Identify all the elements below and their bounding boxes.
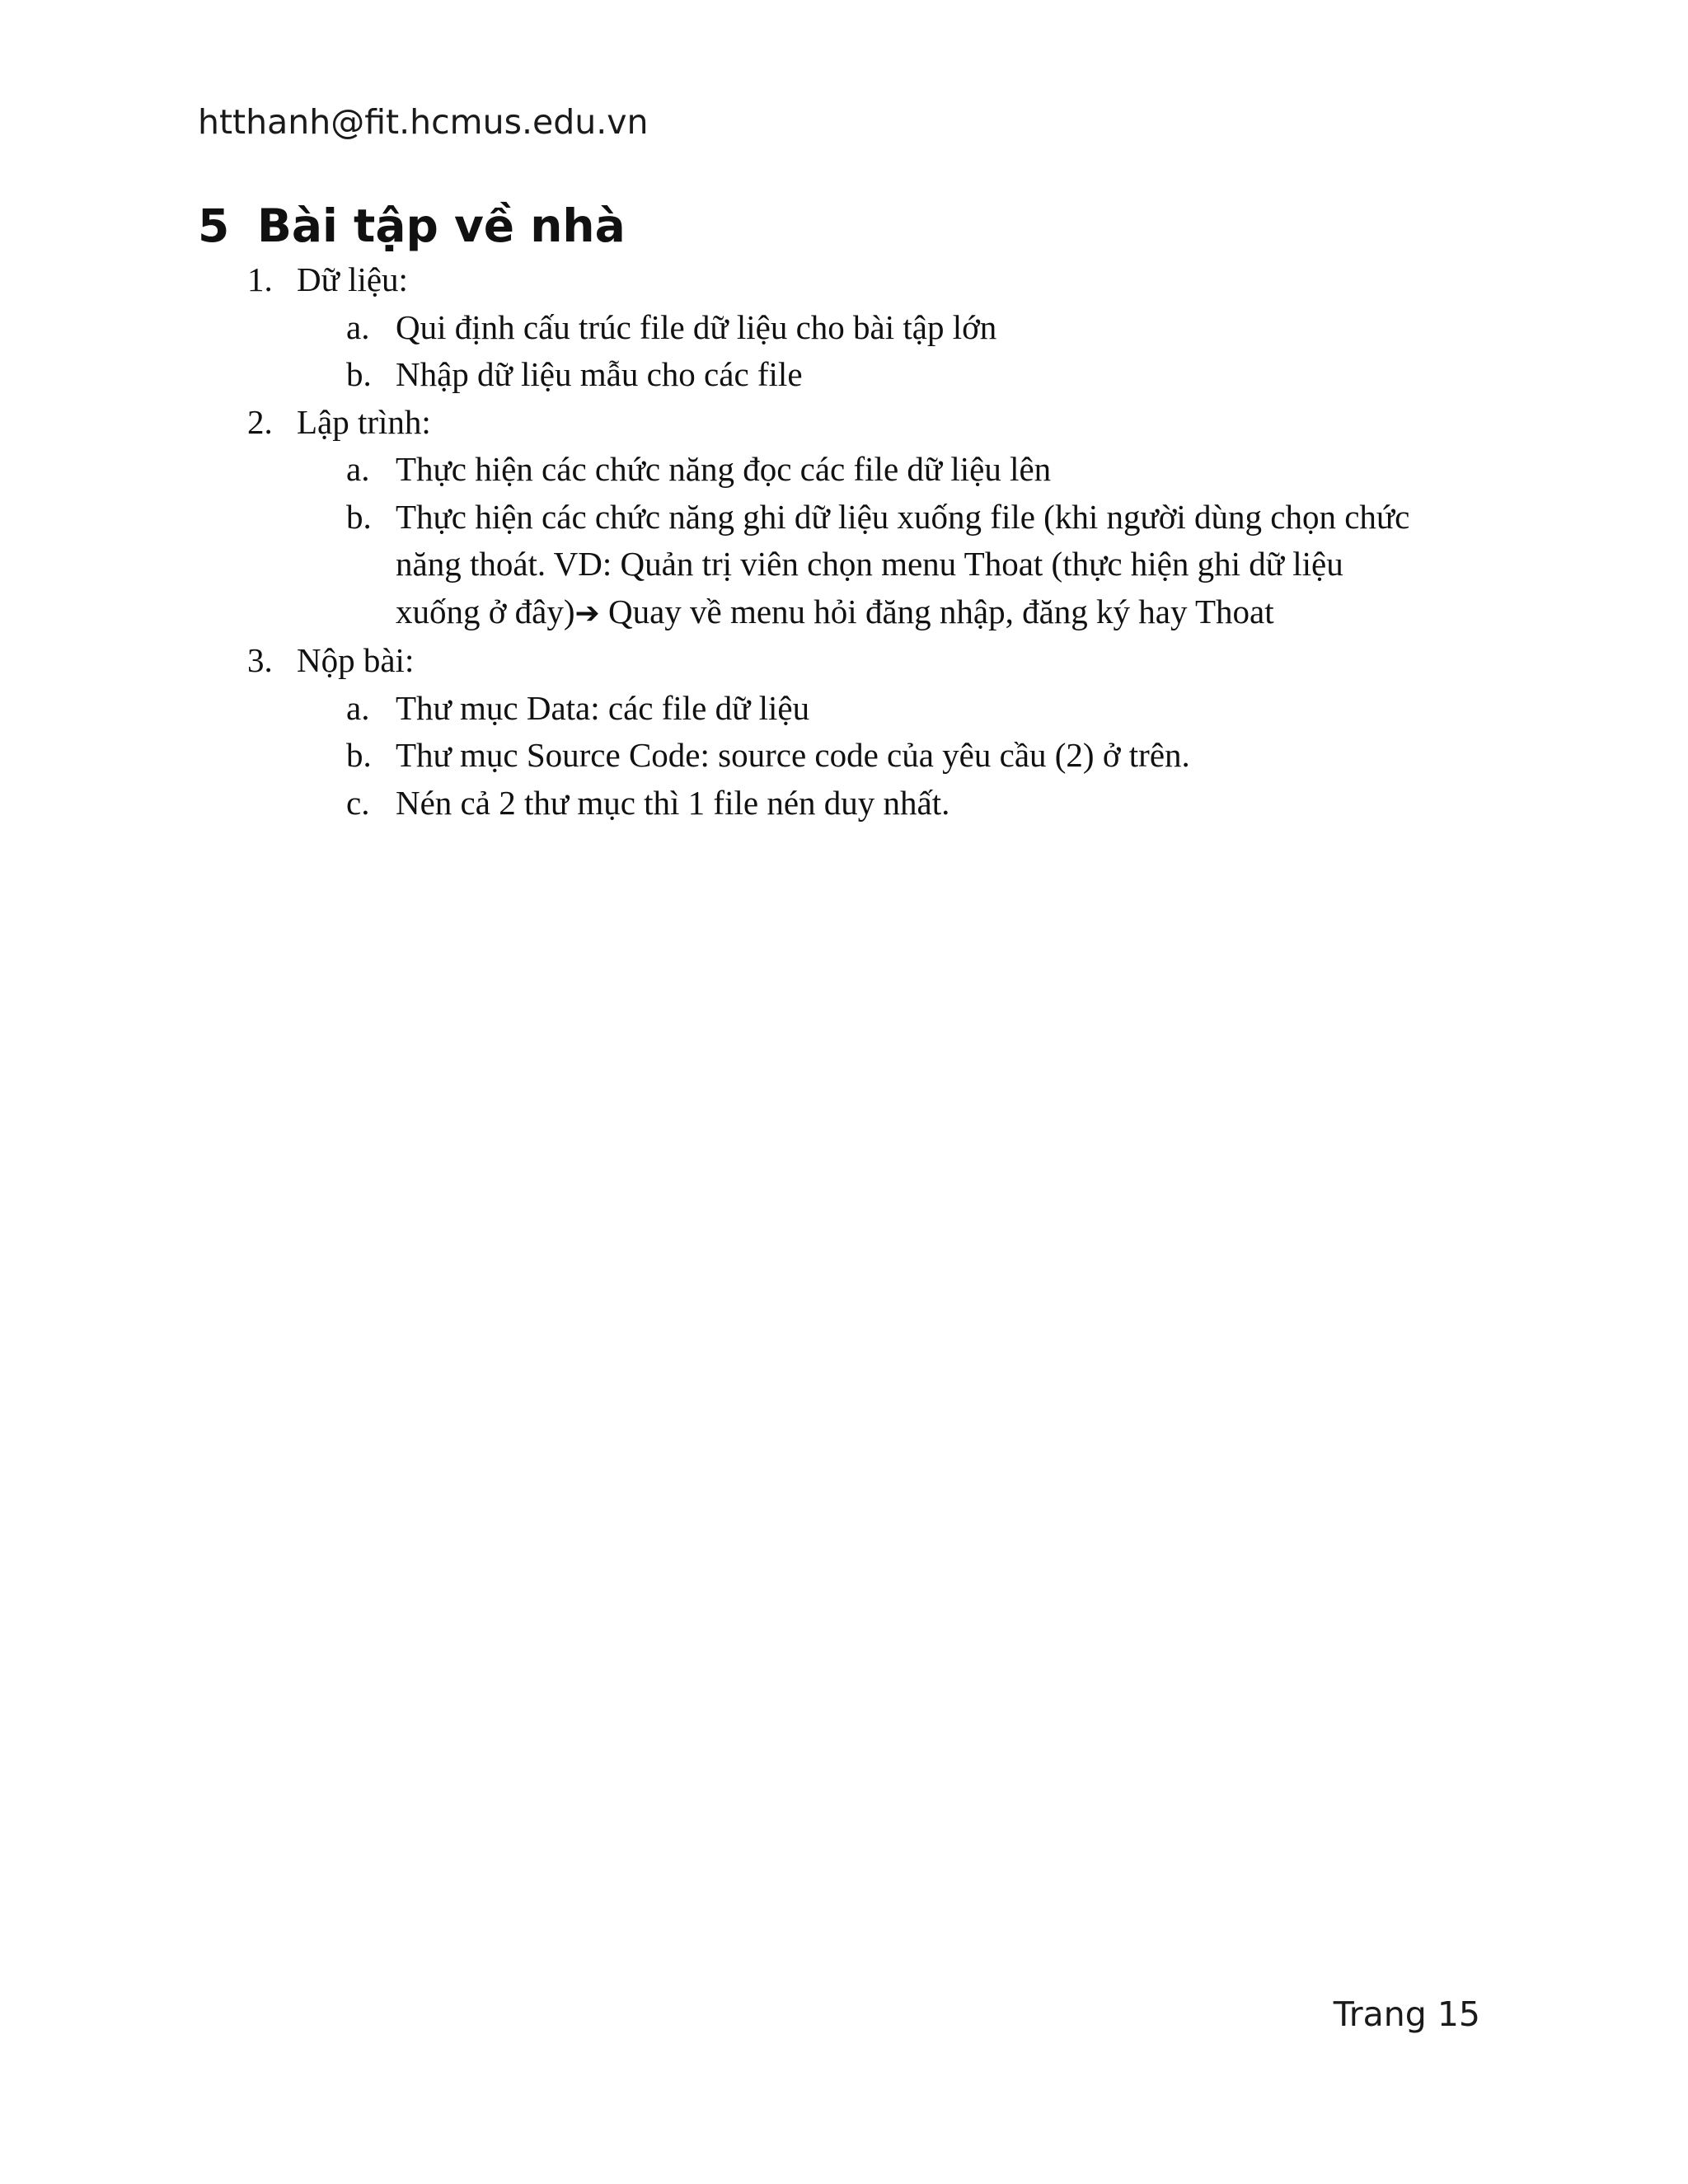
right-arrow-icon: ➔ [574,596,600,630]
list-item-label: Lập trình: [297,402,431,441]
subitem-text: Nén cả 2 thư mục thì 1 file nén duy nhất. [396,783,950,822]
list-item-label: Dữ liệu: [297,260,408,298]
list-item-marker: 2. [247,402,273,441]
subitem-write-files [0,494,1688,638]
subitem-text: Thư mục Source Code: source code của yêu cầu (2) ở trên. [396,736,1190,774]
subitem-source-folder [0,732,1688,780]
subitem-marker: b. [346,497,372,536]
list-item-label: Nộp bài: [297,641,415,679]
list-item-submission [0,637,1688,685]
subitem-marker: c. [346,783,370,822]
subitem-marker: a. [346,450,370,488]
subitem-sample-data [0,351,1688,399]
subitem-marker: b. [346,736,372,774]
subitem-text-line-2: năng thoát. VD: Quản trị viên chọn menu Thoat (thực hiện ghi dữ liệu [396,545,1343,583]
list-item-data [0,256,1688,304]
list-item-programming [0,399,1688,447]
subitem-data-folder [0,685,1688,733]
subitem-marker: b. [346,355,372,393]
subitem-text: Thực hiện các chức năng đọc các file dữ liệu lên [396,450,1052,488]
subitem-text-line-3 [396,588,1688,638]
list-item-marker: 1. [247,260,273,298]
subitem-text: Nhập dữ liệu mẫu cho các file [396,355,803,393]
page-number: Trang 15 [1333,1994,1480,2034]
subitem-marker: a. [346,688,370,727]
subitem-text-segment: xuống ở đây) [396,592,575,630]
section-number: 5 [198,199,230,252]
subitem-text-line-1: Thực hiện các chức năng ghi dữ liệu xuống file (khi người dùng chọn chức [396,497,1410,536]
subitem-text-segment: Quay về menu hỏi đăng nhập, đăng ký hay Thoat [607,592,1274,630]
section-heading [198,193,626,259]
subitem-marker: a. [346,307,370,346]
homework-list [0,256,1688,827]
list-item-marker: 3. [247,641,273,679]
subitem-data-structure [0,304,1688,352]
subitem-text: Thư mục Data: các file dữ liệu [396,688,810,727]
subitem-compress [0,780,1688,827]
author-email: htthanh@fit.hcmus.edu.vn [198,102,649,142]
subitem-read-files [0,446,1688,494]
subitem-text: Qui định cấu trúc file dữ liệu cho bài tập lớn [396,307,997,346]
section-title-text: Bài tập về nhà [257,199,626,252]
